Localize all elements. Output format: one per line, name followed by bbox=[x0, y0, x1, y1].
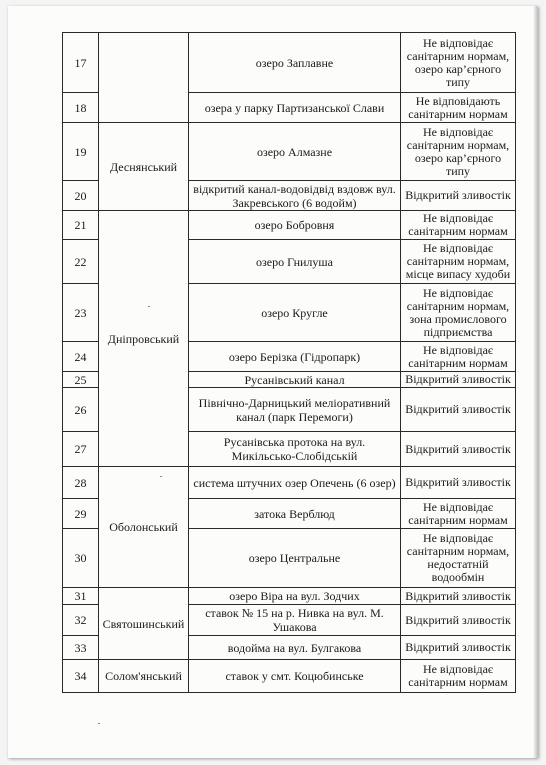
object-name: ставок № 15 на р. Нивка на вул. М. Ушакова bbox=[189, 605, 401, 636]
status-cell: Не відповідає санітарним нормам bbox=[401, 211, 516, 240]
row-number: 30 bbox=[63, 529, 99, 588]
row-number: 23 bbox=[63, 284, 99, 342]
object-name: озера у парку Партизанської Слави bbox=[189, 93, 401, 123]
status-cell: Відкритий зливостік bbox=[401, 372, 516, 388]
object-name: озеро Кругле bbox=[189, 284, 401, 342]
object-name: озеро Алмазне bbox=[189, 123, 401, 181]
object-name: відкритий канал-водовідвід вздовж вул. Закревського (6 водойм) bbox=[189, 181, 401, 211]
scan-speck bbox=[160, 476, 162, 477]
status-cell: Відкритий зливостік bbox=[401, 432, 516, 467]
district-solomianskyi: Солом'янський bbox=[99, 660, 189, 693]
object-name: озеро Бобровня bbox=[189, 211, 401, 240]
scan-speck bbox=[148, 306, 150, 307]
row-number: 26 bbox=[63, 388, 99, 432]
object-name: ставок у смт. Коцюбинське bbox=[189, 660, 401, 693]
table-row bbox=[63, 588, 516, 605]
row-number: 17 bbox=[63, 33, 99, 93]
document-page bbox=[8, 6, 538, 758]
status-cell: Відкритий зливостік bbox=[401, 467, 516, 499]
table-row bbox=[63, 211, 516, 240]
object-name: Русанівська протока на вул. Микільсько-Слобідській bbox=[189, 432, 401, 467]
status-cell: Не відповідає санітарним нормам, озеро кар’єрного типу bbox=[401, 123, 516, 181]
status-cell: Не відповідає санітарним нормам, зона промислового підприємства bbox=[401, 284, 516, 342]
row-number: 29 bbox=[63, 499, 99, 529]
row-number: 27 bbox=[63, 432, 99, 467]
district-desnianskyi: Деснянський bbox=[99, 123, 189, 211]
scan-speck bbox=[98, 723, 100, 724]
object-name: водойма на вул. Булгакова bbox=[189, 636, 401, 660]
table-row bbox=[63, 33, 516, 93]
object-name: затока Верблюд bbox=[189, 499, 401, 529]
object-name: Північно-Дарницький меліоративний канал (парк Перемоги) bbox=[189, 388, 401, 432]
status-cell: Відкритий зливостік bbox=[401, 181, 516, 211]
object-name: озеро Гнилуша bbox=[189, 240, 401, 284]
object-name: Русанівський канал bbox=[189, 372, 401, 388]
status-cell: Відкритий зливостік bbox=[401, 636, 516, 660]
object-name: озеро Берізка (Гідропарк) bbox=[189, 342, 401, 372]
row-number: 24 bbox=[63, 342, 99, 372]
object-name: озеро Центральне bbox=[189, 529, 401, 588]
table-row bbox=[63, 467, 516, 499]
object-name: система штучних озер Опечень (6 озер) bbox=[189, 467, 401, 499]
table-row bbox=[63, 123, 516, 181]
object-name: озеро Заплавне bbox=[189, 33, 401, 93]
row-number: 19 bbox=[63, 123, 99, 181]
status-cell: Не відповідає санітарним нормам bbox=[401, 342, 516, 372]
table-row bbox=[63, 660, 516, 693]
status-cell: Не відповідає санітарним нормам bbox=[401, 660, 516, 693]
district-dniprovskyi: Дніпровський bbox=[99, 211, 189, 467]
row-number: 21 bbox=[63, 211, 99, 240]
district-sviatoshynskyi: Святошинський bbox=[99, 588, 189, 660]
row-number: 28 bbox=[63, 467, 99, 499]
district-cell bbox=[99, 33, 189, 123]
status-cell: Не відповідає санітарним нормам bbox=[401, 499, 516, 529]
district-obolonskyi: Оболонський bbox=[99, 467, 189, 588]
row-number: 20 bbox=[63, 181, 99, 211]
status-cell: Відкритий зливостік bbox=[401, 605, 516, 636]
status-cell: Не відповідає санітарним нормам, місце випасу худоби bbox=[401, 240, 516, 284]
row-number: 34 bbox=[63, 660, 99, 693]
row-number: 18 bbox=[63, 93, 99, 123]
row-number: 31 bbox=[63, 588, 99, 605]
water-bodies-table bbox=[62, 32, 516, 693]
status-cell: Відкритий зливостік bbox=[401, 588, 516, 605]
object-name: озеро Віра на вул. Зодчих bbox=[189, 588, 401, 605]
status-cell: Не відповідає санітарним нормам, недостатній водообмін bbox=[401, 529, 516, 588]
status-cell: Не відповідає санітарним нормам, озеро кар’єрного типу bbox=[401, 33, 516, 93]
row-number: 33 bbox=[63, 636, 99, 660]
status-cell: Відкритий зливостік bbox=[401, 388, 516, 432]
row-number: 22 bbox=[63, 240, 99, 284]
status-cell: Не відповідають санітарним нормам bbox=[401, 93, 516, 123]
row-number: 25 bbox=[63, 372, 99, 388]
row-number: 32 bbox=[63, 605, 99, 636]
